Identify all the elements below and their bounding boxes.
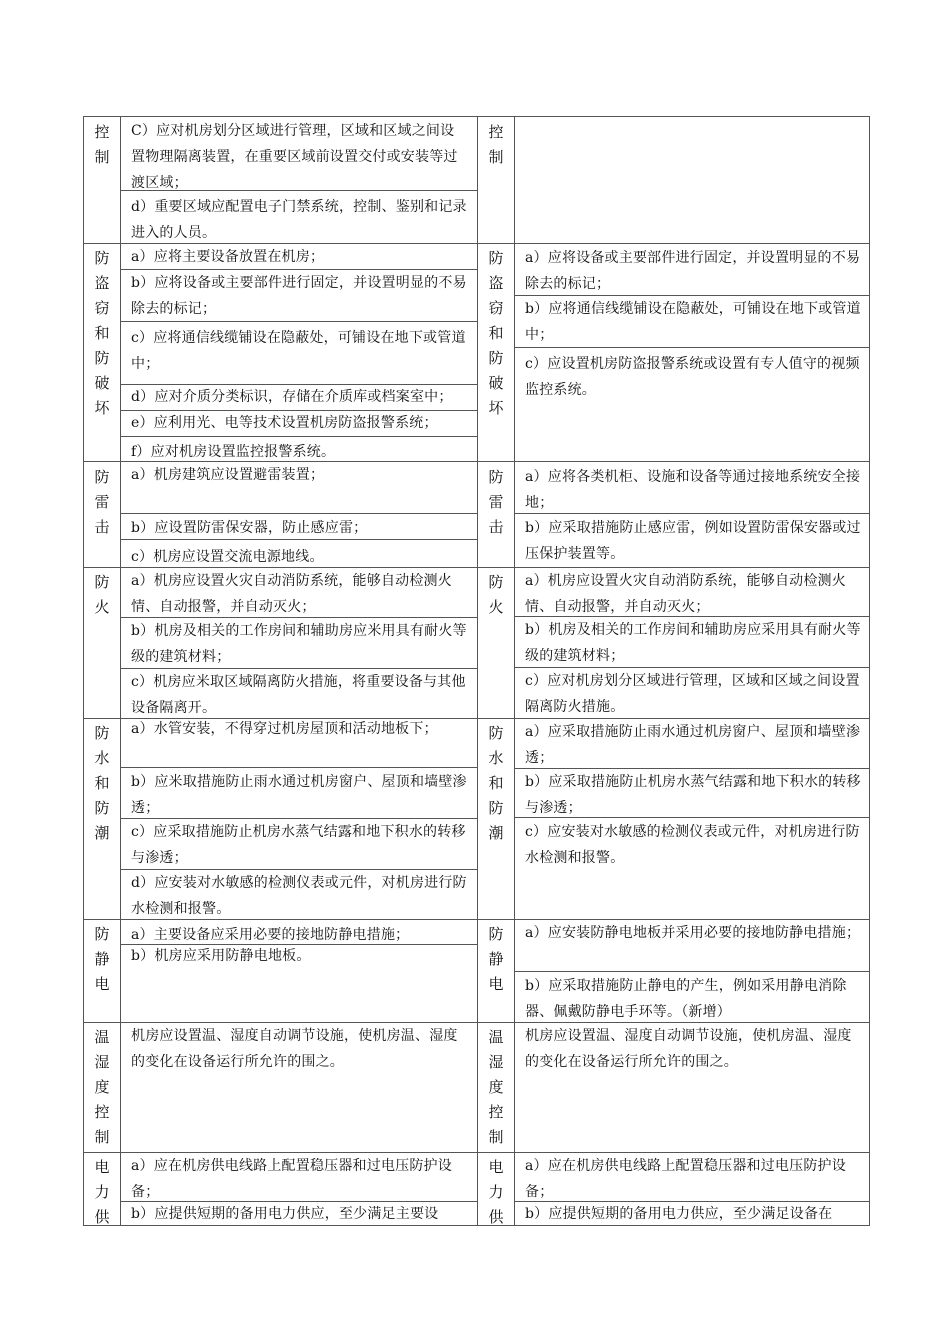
right-lightning-item-a: a）应将各类机柜、设施和设备等通过接地系统安全接地； xyxy=(525,469,861,511)
section-divider xyxy=(84,243,869,244)
left-temperature-item: 机房应设置温、湿度自动调节设施，使机房温、湿度的变化在设备运行所允许的围之。 xyxy=(131,1028,458,1070)
category-fire-right: 防 火 xyxy=(488,573,504,616)
left-lightning-item-c: c）机房应设置交流电源地线。 xyxy=(131,549,324,565)
row-divider xyxy=(120,513,477,514)
left-water-item-c: c）应采取措施防止机房水蒸气结露和地下积水的转移与渗透； xyxy=(131,824,466,866)
left-fire-item-c: c）机房应米取区域隔离防火措施，将重要设备与其他设备隔离开。 xyxy=(131,674,466,716)
right-theft-item-c: c）应设置机房防盗报警系统或设置有专人值守的视频监控系统。 xyxy=(525,356,860,398)
right-power-item-a: a）应在机房供电线路上配置稳压器和过电压防护设备； xyxy=(525,1158,846,1200)
left-water-item-d: d）应安装对水敏感的检测仪表或元件，对机房进行防水检测和报警。 xyxy=(131,875,467,917)
row-divider xyxy=(514,817,869,818)
category-control-right: 控 制 xyxy=(488,123,504,166)
category-water-right: 防 水 和 防 潮 xyxy=(488,724,504,842)
left-fire-item-b: b）机房及相关的工作房间和辅助房应米用具有耐火等级的建筑材料； xyxy=(131,623,467,665)
left-static-item-b: b）机房应采用防静电地板。 xyxy=(131,948,311,964)
right-power-item-b: b）应提供短期的备用电力供应，至少满足设备在 xyxy=(525,1206,833,1222)
left-fire-item-a: a）机房应设置火灾自动消防系统，能够自动检测火情、自动报警，并自动灭火； xyxy=(131,573,452,615)
left-static-item-a: a）主要设备应采用必要的接地防静电措施； xyxy=(131,927,410,943)
left-theft-item-e: e）应利用光、电等技术设置机房防盗报警系统； xyxy=(131,415,438,431)
left-power-item-b: b）应提供短期的备用电力供应，至少满足主要设 xyxy=(131,1206,439,1222)
row-divider xyxy=(120,767,477,768)
row-divider xyxy=(120,190,477,191)
row-divider xyxy=(514,347,869,348)
right-fire-item-a: a）机房应设置火灾自动消防系统，能够自动检测火情、自动报警，并自动灭火； xyxy=(525,573,846,615)
row-divider xyxy=(514,513,869,514)
category-power: 电 力 供 xyxy=(94,1158,110,1225)
right-temperature-item: 机房应设置温、湿度自动调节设施，使机房温、湿度的变化在设备运行所允许的围之。 xyxy=(525,1028,852,1070)
category-control: 控 制 xyxy=(94,123,110,166)
category-water: 防 水 和 防 潮 xyxy=(94,724,110,842)
right-theft-item-b: b）应将通信线缆铺设在隐蔽处，可铺设在地下或管道中； xyxy=(525,301,861,343)
right-fire-item-c: c）应对机房划分区域进行管理，区域和区域之间设置隔离防火措施。 xyxy=(525,673,860,715)
right-lightning-item-b: b）应采取措施防止感应雷，例如设置防雷保安器或过压保护装置等。 xyxy=(525,520,861,562)
right-water-item-c: c）应安装对水敏感的检测仪表或元件，对机房进行防水检测和报警。 xyxy=(525,824,860,866)
left-lightning-item-a: a）机房建筑应设置避雷装置； xyxy=(131,467,325,483)
category-temperature-right: 温 湿 度 控 制 xyxy=(488,1028,504,1146)
right-water-item-a: a）应采取措施防止雨水通过机房窗户、屋顶和墙壁渗透； xyxy=(525,724,861,766)
right-theft-item-a: a）应将设备或主要部件进行固定，并设置明显的不易除去的标记； xyxy=(525,250,861,292)
category-lightning-right: 防 雷 击 xyxy=(488,468,504,536)
requirements-table xyxy=(83,116,870,1226)
right-static-item-a: a）应安装防静电地板并采用必要的接地防静电措施； xyxy=(525,925,861,941)
left-theft-item-b: b）应将设备或主要部件进行固定，并设置明显的不易除去的标记； xyxy=(131,275,467,317)
left-water-item-a: a）水管安装，不得穿过机房屋顶和活动地板下； xyxy=(131,721,438,737)
category-theft-right: 防 盗 窃 和 防 破 坏 xyxy=(488,249,504,417)
category-static: 防 静 电 xyxy=(94,925,110,993)
left-theft-item-f: f）应对机房设置监控报警系统。 xyxy=(131,444,336,460)
right-water-item-b: b）应采取措施防止机房水蒸气结露和地下积水的转移与渗透； xyxy=(525,774,861,816)
category-fire: 防 火 xyxy=(94,573,110,616)
left-theft-item-c: c）应将通信线缆铺设在隐蔽处，可铺设在地下或管道中； xyxy=(131,330,466,372)
category-theft: 防 盗 窃 和 防 破 坏 xyxy=(94,249,110,417)
left-control-item-d: d）重要区域应配置电子门禁系统，控制、鉴别和记录进入的人员。 xyxy=(131,199,467,241)
left-lightning-item-b: b）应设置防雷保安器，防止感应雷； xyxy=(131,520,368,536)
left-power-item-a: a）应在机房供电线路上配置稳压器和过电压防护设备； xyxy=(131,1158,452,1200)
right-fire-item-b: b）机房及相关的工作房间和辅助房应采用具有耐火等级的建筑材料； xyxy=(525,622,861,664)
left-theft-item-a: a）应将主要设备放置在机房； xyxy=(131,249,325,265)
row-divider xyxy=(514,971,869,972)
left-water-item-b: b）应米取措施防止雨水通过机房窗户、屋顶和墙壁渗透； xyxy=(131,774,467,816)
left-control-item-c: C）应对机房划分区域进行管理，区域和区域之间设置物理隔离装置，在重要区域前设置交付或安装等过渡区域； xyxy=(131,123,458,190)
category-lightning: 防 雷 击 xyxy=(94,468,110,536)
row-divider xyxy=(120,321,477,322)
category-power-right: 电 力 供 xyxy=(488,1158,504,1225)
category-temperature: 温 湿 度 控 制 xyxy=(94,1028,110,1146)
left-theft-item-d: d）应对介质分类标识，存储在介质库或档案室中； xyxy=(131,389,453,405)
right-static-item-b: b）应采取措施防止静电的产生，例如采用静电消除器、佩戴防静电手环等。（新增） xyxy=(525,978,847,1020)
category-static-right: 防 静 电 xyxy=(488,925,504,993)
